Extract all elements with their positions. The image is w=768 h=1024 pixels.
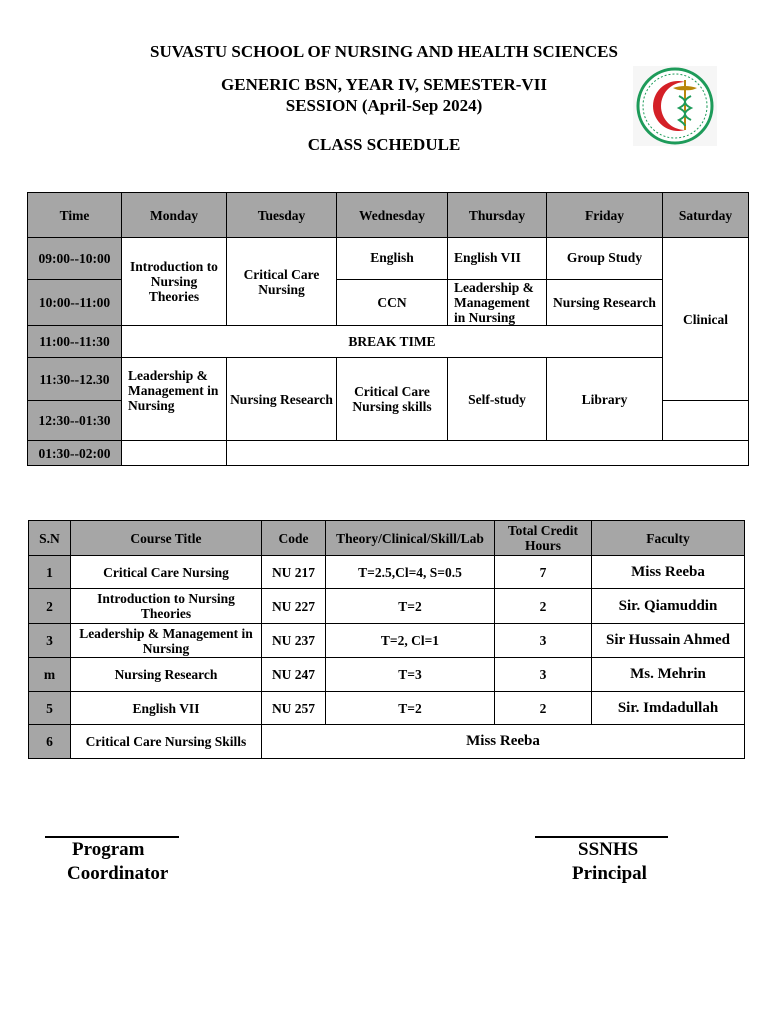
program-title: GENERIC BSN, YEAR IV, SEMESTER-VII [221, 75, 547, 94]
course-title-cell: Critical Care Nursing [71, 556, 262, 589]
tuesday-afternoon-class: Nursing Research [227, 358, 337, 441]
time-cell: 01:30--02:00 [28, 441, 122, 466]
sn-cell: 5 [29, 692, 71, 725]
time-cell: 12:30--01:30 [28, 401, 122, 441]
faculty-cell: Sir Hussain Ahmed [592, 624, 745, 658]
time-cell: 11:00--11:30 [28, 326, 122, 358]
wednesday-10-class: CCN [337, 280, 448, 326]
program-coordinator-label-2: Coordinator [67, 863, 169, 884]
col-code: Code [262, 521, 326, 556]
code-cell: NU 217 [262, 556, 326, 589]
principal-label-1: SSNHS [578, 839, 639, 860]
credit-cell: 2 [495, 692, 592, 725]
table-row [29, 725, 745, 759]
theory-cell: T=2, Cl=1 [326, 624, 495, 658]
faculty-cell: Miss Reeba [262, 725, 745, 759]
col-faculty: Faculty [592, 521, 745, 556]
friday-09-class: Group Study [547, 238, 663, 280]
faculty-cell: Sir. Imdadullah [592, 692, 745, 725]
sn-cell: 6 [29, 725, 71, 759]
theory-cell: T=2 [326, 589, 495, 624]
monday-morning-class: Introduction to Nursing Theories [122, 238, 227, 326]
time-cell: 10:00--11:00 [28, 280, 122, 326]
col-theory: Theory/Clinical/Skill/Lab [326, 521, 495, 556]
col-sn: S.N [29, 521, 71, 556]
course-title-cell: Nursing Research [71, 658, 262, 692]
theory-cell: T=2.5,Cl=4, S=0.5 [326, 556, 495, 589]
saturday-class: Clinical [663, 238, 749, 401]
break-time: BREAK TIME [122, 326, 663, 358]
table-row [29, 624, 745, 658]
wednesday-09-class: English [337, 238, 448, 280]
course-title-cell: Leadership & Management in Nursing [71, 624, 262, 658]
principal-label-2: Principal [572, 863, 647, 884]
page-title: CLASS SCHEDULE [307, 135, 461, 154]
friday-afternoon-class: Library [547, 358, 663, 441]
sn-cell: 1 [29, 556, 71, 589]
credit-cell: 2 [495, 589, 592, 624]
wednesday-afternoon-class: Critical Care Nursing skills [337, 358, 448, 441]
class-schedule-table [27, 192, 749, 466]
session-title: SESSION (April-Sep 2024) [285, 96, 483, 115]
table-row [29, 589, 745, 624]
thursday-10-class: Leadership & Management in Nursing [448, 280, 547, 326]
time-cell: 09:00--10:00 [28, 238, 122, 280]
col-time: Time [28, 193, 122, 238]
monday-last-slot [122, 441, 227, 466]
col-thursday: Thursday [448, 193, 547, 238]
credit-cell: 7 [495, 556, 592, 589]
col-monday: Monday [122, 193, 227, 238]
program-coordinator-label-1: Program [72, 839, 145, 860]
course-title-cell: Critical Care Nursing Skills [71, 725, 262, 759]
code-cell: NU 247 [262, 658, 326, 692]
caduceus-crescent-logo [633, 66, 717, 146]
saturday-afternoon-cell [663, 401, 749, 441]
credit-cell: 3 [495, 624, 592, 658]
thursday-afternoon-class: Self-study [448, 358, 547, 441]
friday-10-class: Nursing Research [547, 280, 663, 326]
sn-cell: 2 [29, 589, 71, 624]
course-title-cell: English VII [71, 692, 262, 725]
code-cell: NU 227 [262, 589, 326, 624]
col-credit: Total Credit Hours [495, 521, 592, 556]
sn-cell: m [29, 658, 71, 692]
credit-cell: 3 [495, 658, 592, 692]
last-slot-empty [227, 441, 749, 466]
col-saturday: Saturday [663, 193, 749, 238]
col-course-title: Course Title [71, 521, 262, 556]
code-cell: NU 237 [262, 624, 326, 658]
table-row [29, 556, 745, 589]
table-row [29, 658, 745, 692]
theory-cell: T=3 [326, 658, 495, 692]
school-name: SUVASTU SCHOOL OF NURSING AND HEALTH SCIENCES [150, 42, 618, 61]
tuesday-morning-class: Critical Care Nursing [227, 238, 337, 326]
col-wednesday: Wednesday [337, 193, 448, 238]
table-row [29, 692, 745, 725]
faculty-cell: Sir. Qiamuddin [592, 589, 745, 624]
faculty-cell: Ms. Mehrin [592, 658, 745, 692]
faculty-cell: Miss Reeba [592, 556, 745, 589]
thursday-09-class: English VII [448, 238, 547, 280]
course-table [28, 520, 745, 759]
col-friday: Friday [547, 193, 663, 238]
course-title-cell: Introduction to Nursing Theories [71, 589, 262, 624]
col-tuesday: Tuesday [227, 193, 337, 238]
code-cell: NU 257 [262, 692, 326, 725]
time-cell: 11:30--12.30 [28, 358, 122, 401]
monday-afternoon-class: Leadership & Management in Nursing [122, 358, 227, 441]
theory-cell: T=2 [326, 692, 495, 725]
sn-cell: 3 [29, 624, 71, 658]
